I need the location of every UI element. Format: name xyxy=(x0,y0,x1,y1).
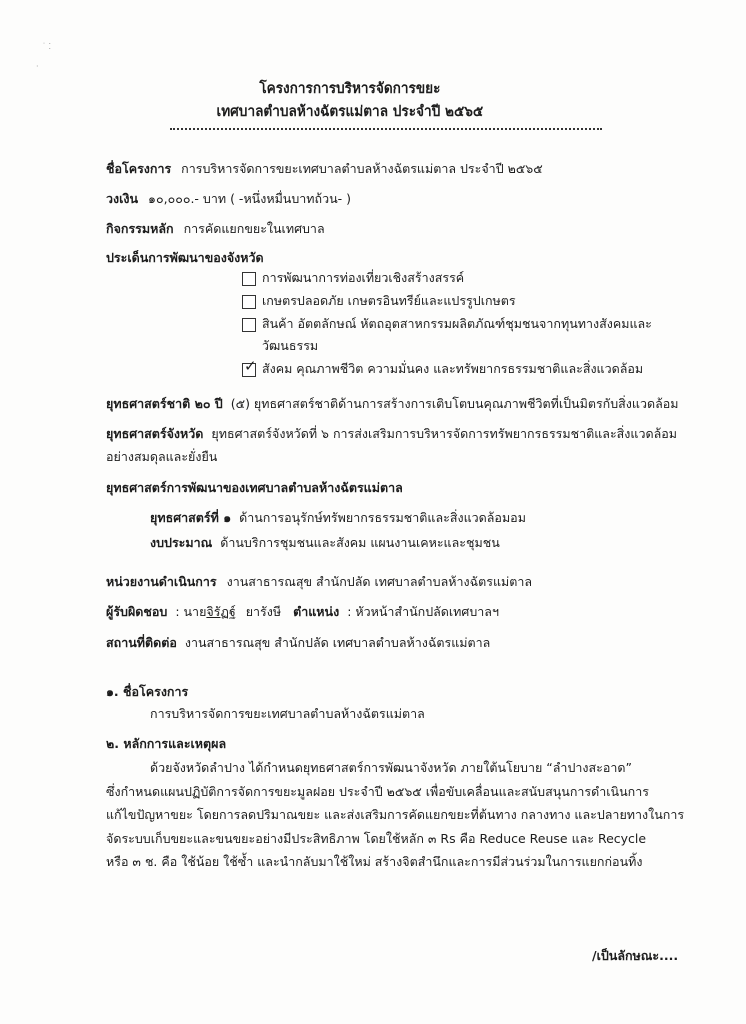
checklist-item-label: สินค้า อัตตลักษณ์ หัตถอุตสาหกรรมผลิตภัณฑ์ชุมชนจากทุนทางสังคมและ xyxy=(262,316,652,331)
strategy-budget-row xyxy=(150,534,500,552)
person-label: ผู้รับผิดชอบ xyxy=(106,604,168,619)
project-name-row xyxy=(106,160,543,178)
person-prefix: : นาย xyxy=(175,604,207,619)
province-issue-label: ประเด็นการพัฒนาของจังหวัด xyxy=(106,250,264,265)
section2-line: ซึ่งกำหนดแผนปฏิบัติการจัดการขยะมูลฝอย ประจำปี ๒๕๖๕ เพื่อขับเคลื่อนและสนับสนุนการดำเนินการ xyxy=(106,784,649,799)
national-strategy-label: ยุทธศาสตร์ชาติ ๒๐ ปี xyxy=(106,396,223,411)
agency-value: งานสาธารณสุข สำนักปลัด เทศบาลตำบลห้างฉัตรแม่ตาล xyxy=(226,574,533,589)
agency-label: หน่วยงานดำเนินการ xyxy=(106,574,217,589)
section2-heading: ๒. หลักการและเหตุผล xyxy=(106,736,227,751)
main-activity-value: การคัดแยกขยะในเทศบาล xyxy=(183,221,325,236)
section2-line: หรือ ๓ ช. คือ ใช้น้อย ใช้ซ้ำ และนำกลับมาใช้ใหม่ สร้างจิตสำนึกและการมีส่วนร่วมในการแยกก่อนทิ้ง xyxy=(106,854,643,869)
checklist-item-label-cont: วัฒนธรรม xyxy=(262,338,319,353)
position-label: ตำแหน่ง xyxy=(293,604,340,619)
doc-title-line2: เทศบาลตำบลห้างฉัตรแม่ตาล ประจำปี ๒๕๖๕ xyxy=(216,104,484,120)
budget-value: ๑๐,๐๐๐.- บาท ( -หนึ่งหมื่นบาทถ้วน- ) xyxy=(148,191,352,206)
checklist-item-label: การพัฒนาการท่องเที่ยวเชิงสร้างสรรค์ xyxy=(262,270,465,285)
strategy-no-label: ยุทธศาสตร์ที่ ๑ xyxy=(150,510,232,525)
position-value: : หัวหน้าสำนักปลัดเทศบาลฯ xyxy=(347,604,499,619)
section2-line: จัดระบบเก็บขยะและขนขยะอย่างมีประสิทธิภาพ โดยใช้หลัก ๓ Rs คือ Reduce Reuse และ Recycle xyxy=(106,831,647,846)
section2-line: ด้วยจังหวัดลำปาง ได้กำหนดยุทธศาสตร์การพัฒนาจังหวัด ภายใต้นโยบาย “ลำปางสะอาด” xyxy=(150,760,632,775)
strategy-no-value: ด้านการอนุรักษ์ทรัพยากรธรรมชาติและสิ่งแวดล้อมอม xyxy=(239,510,526,525)
municipal-strategy-label: ยุทธศาสตร์การพัฒนาของเทศบาลตำบลห้างฉัตรแม่ตาล xyxy=(106,480,403,495)
contact-label: สถานที่ติดต่อ xyxy=(106,635,177,650)
project-name-label: ชื่อโครงการ xyxy=(106,161,172,176)
province-strategy-row xyxy=(106,425,677,443)
section1-body: การบริหารจัดการขยะเทศบาลตำบลห้างฉัตรแม่ตาล xyxy=(150,706,425,721)
scan-speck: · xyxy=(36,62,39,71)
main-activity-row xyxy=(106,220,325,238)
checkbox-products[interactable] xyxy=(242,318,256,332)
strategy-budget-value: ด้านบริการชุมชนและสังคม แผนงานเคหะและชุมชน xyxy=(220,535,500,550)
national-strategy-value: (๕) ยุทธศาสตร์ชาติด้านการสร้างการเติบโตบนคุณภาพชีวิตที่เป็นมิตรกับสิ่งแวดล้อม xyxy=(230,396,679,411)
province-strategy-label: ยุทธศาสตร์จังหวัด xyxy=(106,426,204,441)
scan-speck: ˙ ⁚ xyxy=(42,42,52,51)
project-name-value: การบริหารจัดการขยะเทศบาลตำบลห้างฉัตรแม่ตาล ประจำปี ๒๕๖๕ xyxy=(181,161,543,176)
continuation-note: /เป็นลักษณะ.... xyxy=(592,948,679,963)
main-activity-label: กิจกรรมหลัก xyxy=(106,221,174,236)
contact-row xyxy=(106,634,490,652)
person-row xyxy=(106,603,499,621)
budget-label: วงเงิน xyxy=(106,191,139,206)
section2-line: แก้ไขปัญหาขยะ โดยการลดปริมาณขยะ และส่งเสริมการคัดแยกขยะที่ต้นทาง กลางทาง และปลายทางในการ xyxy=(106,807,685,822)
province-strategy-value-cont: อย่างสมดุลและยั่งยืน xyxy=(106,449,218,464)
checkbox-agriculture[interactable] xyxy=(242,295,256,309)
checklist-item-label: สังคม คุณภาพชีวิต ความมั่นคง และทรัพยากรธรรมชาติและสิ่งแวดล้อม xyxy=(262,361,644,376)
title-dotted-divider xyxy=(170,128,602,130)
contact-value: งานสาธารณสุข สำนักปลัด เทศบาลตำบลห้างฉัตรแม่ตาล xyxy=(184,635,491,650)
person-first-name: จิรัฏฐ์ xyxy=(206,604,236,619)
strategy-no-row xyxy=(150,509,526,527)
province-strategy-value: ยุทธศาสตร์จังหวัดที่ ๖ การส่งเสริมการบริหารจัดการทรัพยากรธรรมชาติและสิ่งแวดล้อม xyxy=(211,426,677,441)
person-last-name: ยารังษี xyxy=(245,604,282,619)
checklist-item-label: เกษตรปลอดภัย เกษตรอินทรีย์และแปรรูปเกษตร xyxy=(262,293,516,308)
checkmark-icon: ✓ xyxy=(244,357,257,375)
agency-row xyxy=(106,573,532,591)
section1-heading: ๑. ชื่อโครงการ xyxy=(106,684,189,699)
national-strategy-row xyxy=(106,395,679,413)
doc-title-line1: โครงการการบริหารจัดการขยะ xyxy=(259,81,441,97)
budget-row xyxy=(106,190,351,208)
checkbox-society[interactable] xyxy=(242,357,257,377)
checkbox-tourism[interactable] xyxy=(242,272,256,286)
strategy-budget-label: งบประมาณ xyxy=(150,535,213,550)
